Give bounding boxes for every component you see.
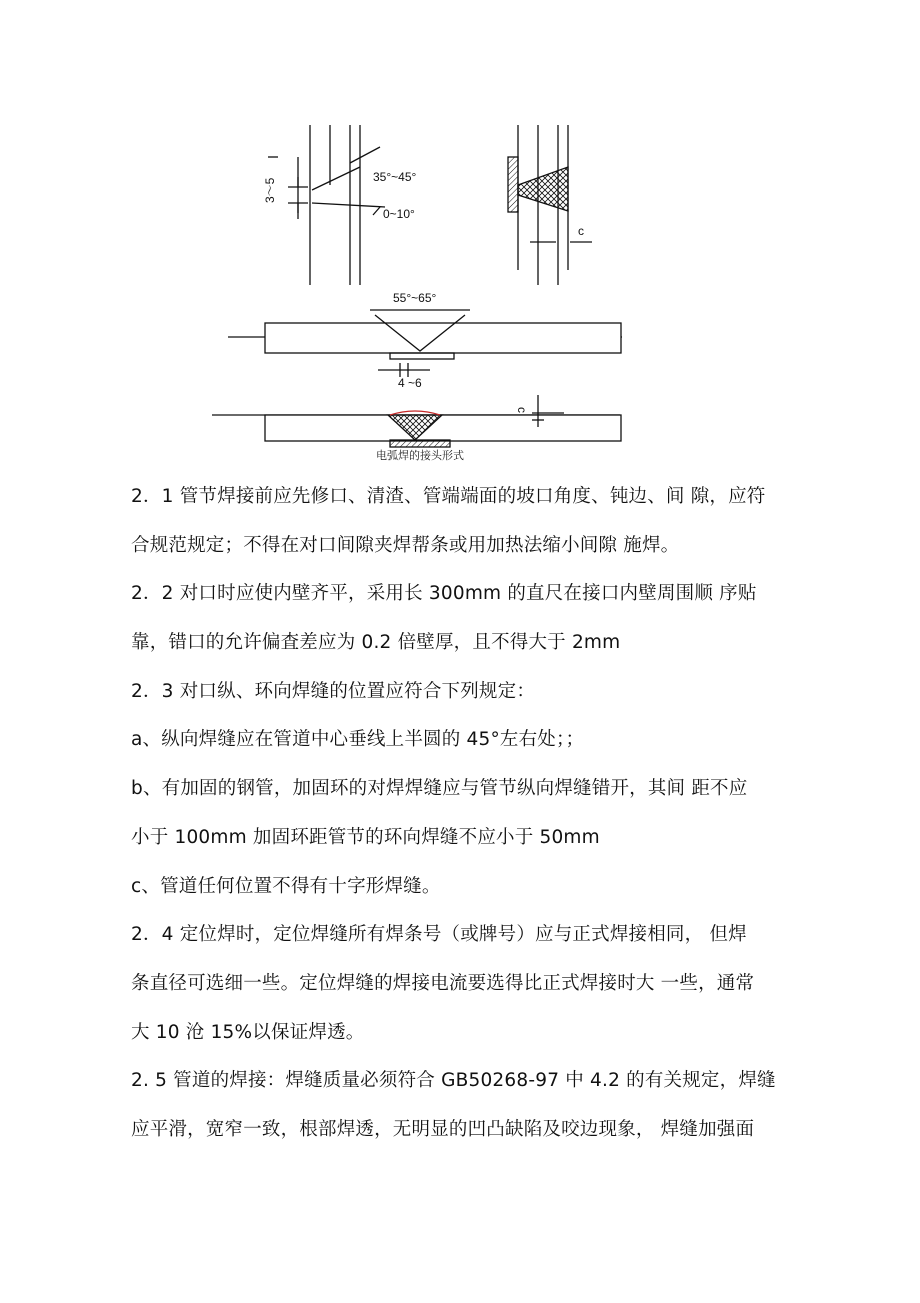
text-line: 小于 100mm 加固环距管节的环向焊缝不应小于 50mm xyxy=(131,826,600,848)
gap-3-5-label: 3～5 xyxy=(263,177,277,203)
angle-0-10-label: 0~10° xyxy=(383,207,415,221)
figure-caption: 电弧焊的接头形式 xyxy=(376,449,464,462)
text-line: 大 10 沧 15%以保证焊透。 xyxy=(131,1021,365,1043)
butt-weld-detail xyxy=(212,395,621,447)
angle-35-45-label: 35°~45° xyxy=(373,170,417,184)
text-line: 条直径可选细一些。定位焊缝的焊接电流要选得比正式焊接时大 一些，通常 xyxy=(131,972,755,994)
text-line: 2．3 对口纵、环向焊缝的位置应符合下列规定： xyxy=(131,680,536,702)
angle-55-65-label: 55°~65° xyxy=(393,291,437,305)
text-line: 应平滑，宽窄一致，根部焊透，无明显的凹凸缺陷及咬边现象， 焊缝加强面 xyxy=(131,1118,755,1140)
weld-joint-figure xyxy=(200,115,640,475)
groove-angle-detail xyxy=(268,125,385,285)
text-line: b、有加固的钢管，加固环的对焊焊缝应与管节纵向焊缝错开，其间 距不应 xyxy=(131,778,748,800)
c-bottom-label: c xyxy=(515,407,529,413)
text-line: a、纵向焊缝应在管道中心垂线上半圆的 45°左右处；； xyxy=(131,729,585,751)
text-line: 2．1 管节焊接前应先修口、清渣、管端端面的坡口角度、钝边、间 隙，应符 xyxy=(131,486,766,507)
gap-4-6-label: 4 ~6 xyxy=(398,376,422,390)
butt-groove-detail xyxy=(228,310,622,377)
text-line: 合规范规定；不得在对口间隙夹焊帮条或用加热法缩小间隙 施焊。 xyxy=(131,534,680,556)
text-line: 靠，错口的允许偏査差应为 0.2 倍壁厚，且不得大于 2mm xyxy=(131,632,621,654)
text-line: 2．2 对口时应使内壁齐平，采用长 300mm 的直尺在接口内壁周围顺 序贴 xyxy=(131,583,757,605)
c-top-label: c xyxy=(578,224,584,238)
backing-weld-detail xyxy=(508,125,592,285)
text-line: 2. 5 管道的焊接：焊缝质量必须符合 GB50268-97 中 4.2 的有关规定，焊缝 xyxy=(131,1070,776,1092)
text-line: c、管道任何位置不得有十字形焊缝。 xyxy=(131,875,441,897)
text-line: 2．4 定位焊时，定位焊缝所有焊条号（或牌号）应与正式焊接相同， 但焊 xyxy=(131,924,747,946)
document-body xyxy=(131,479,776,1161)
